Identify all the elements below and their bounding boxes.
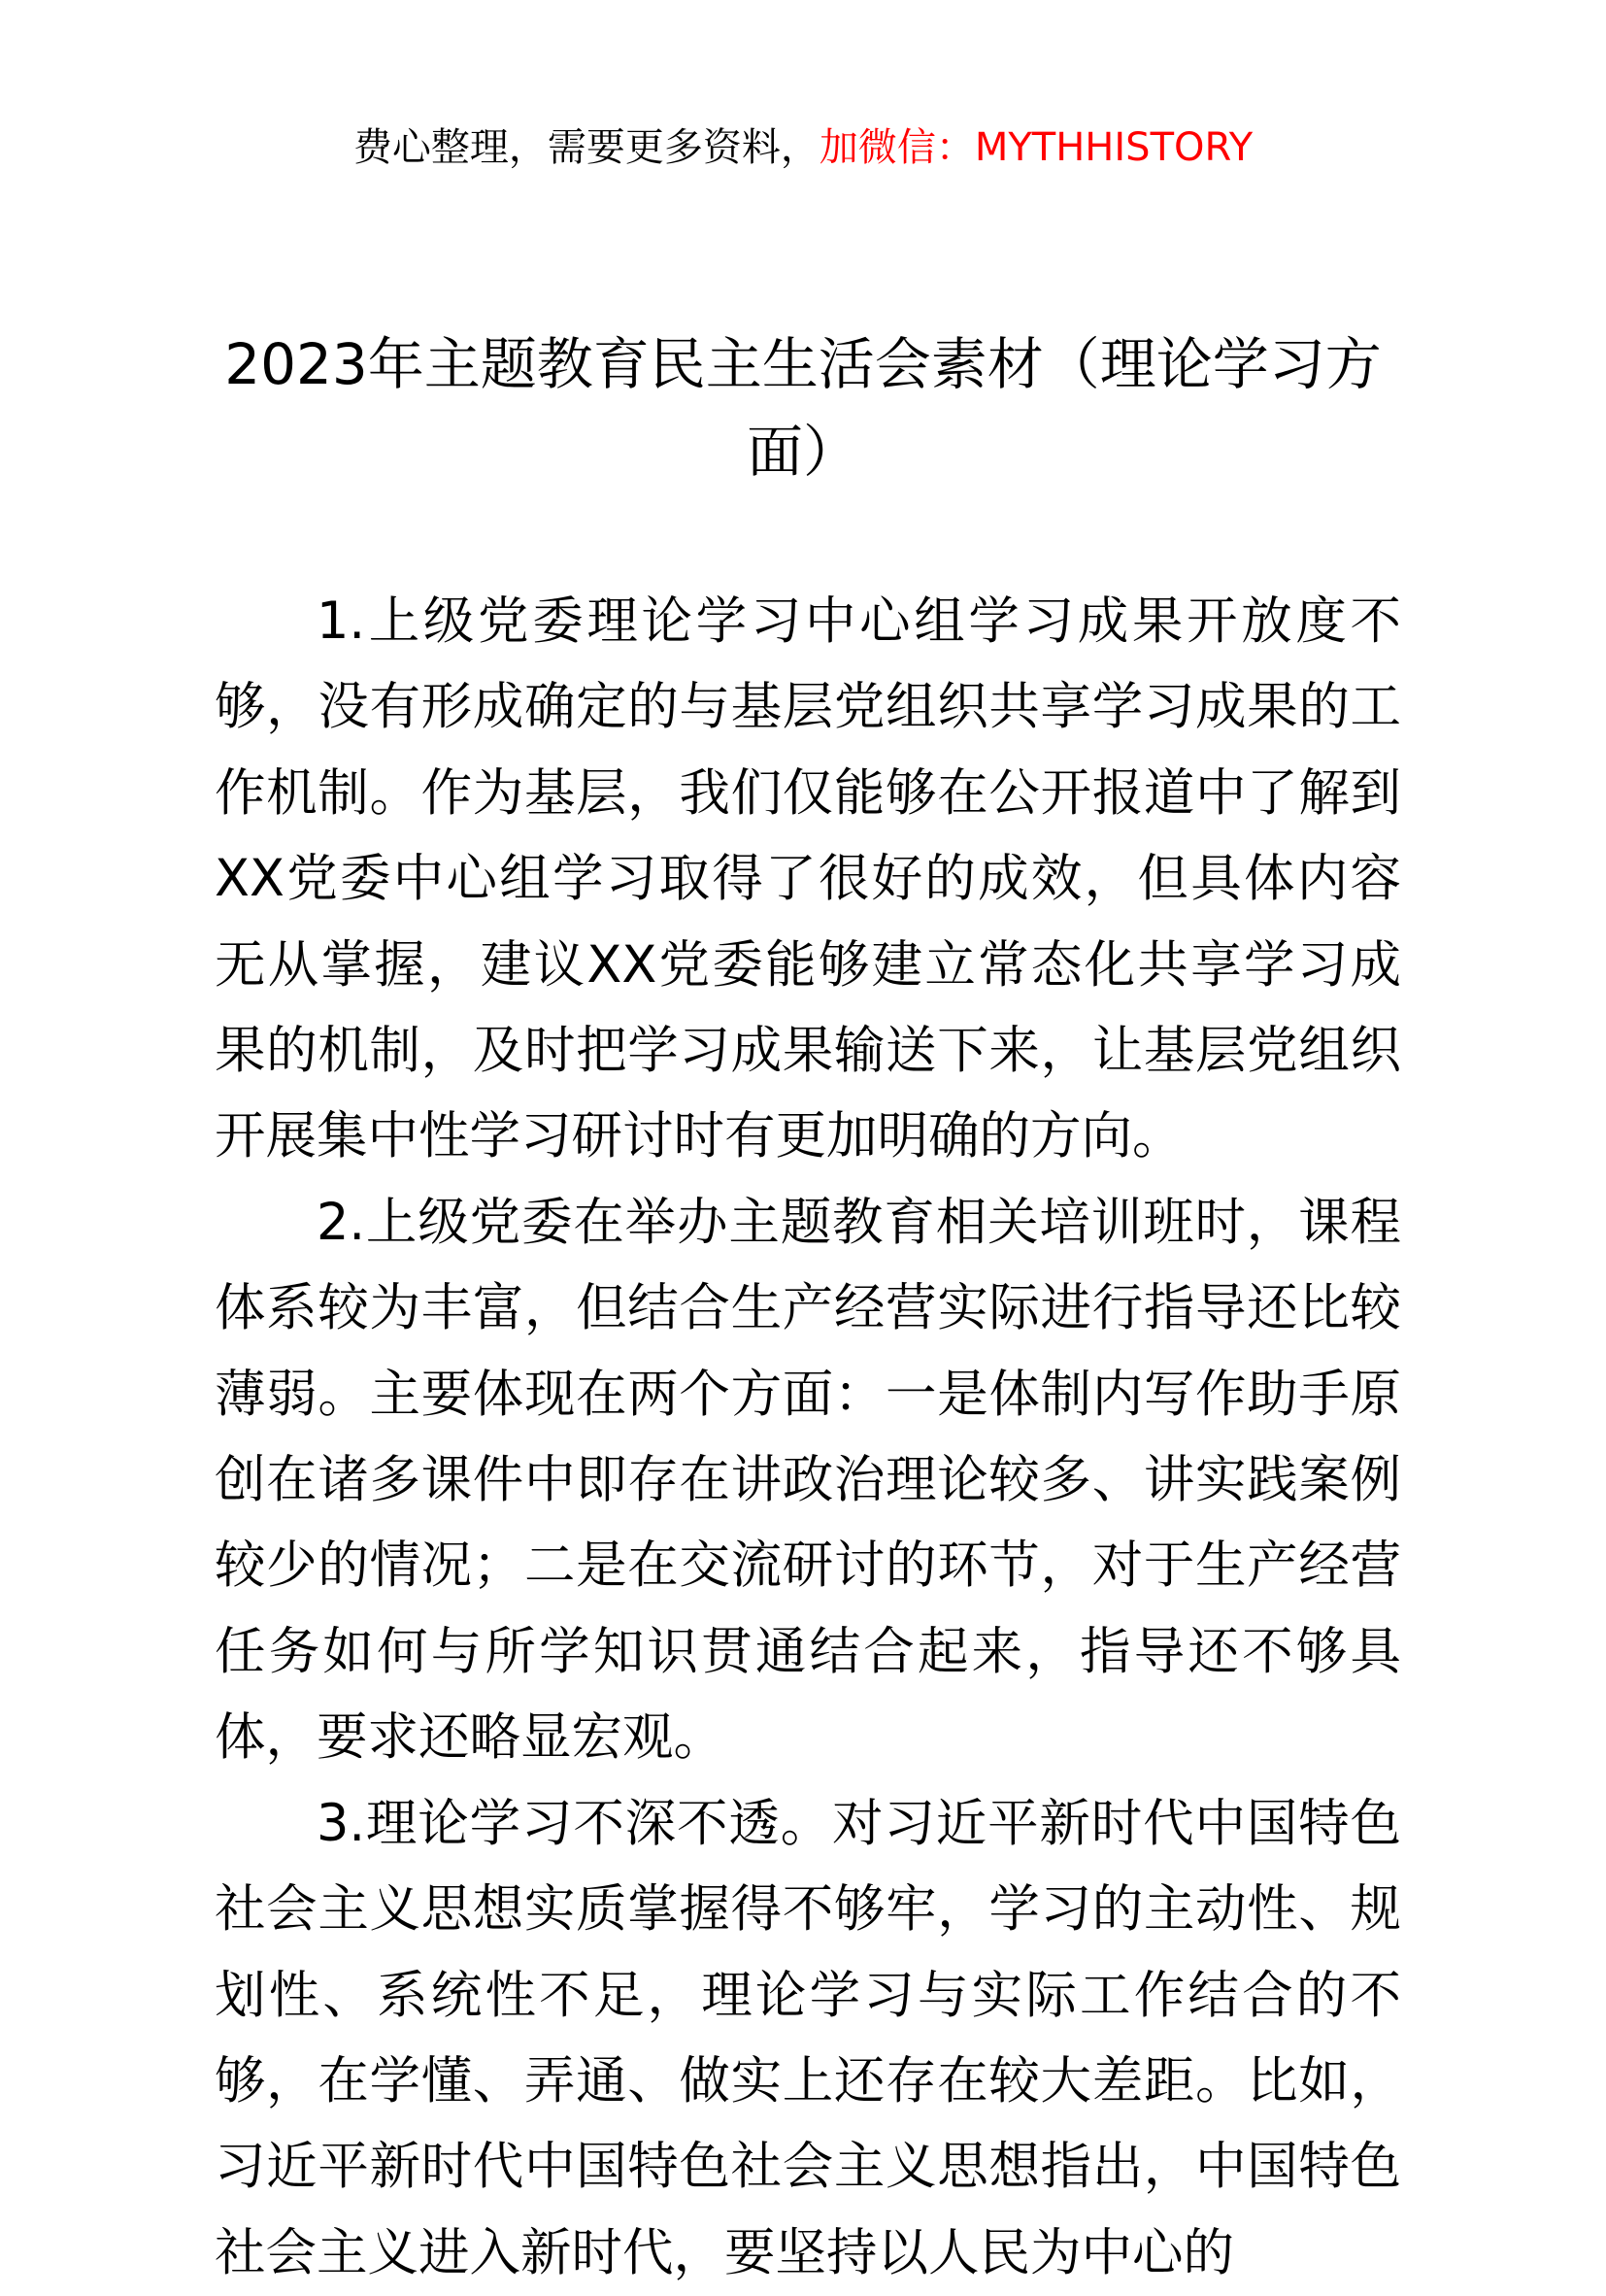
promo-contact: 加微信：MYTHHISTORY [819, 125, 1254, 170]
promo-header [0, 120, 1606, 175]
document-body [215, 579, 1401, 2296]
paragraph-1: 1.上级党委理论学习中心组学习成果开放度不够，没有形成确定的与基层党组织共享学习成果的工作机制。作为基层，我们仅能够在公开报道中了解到XX党委中心组学习取得了很好的成效，但具体内容无从掌握，建议XX党委能够建立常态化共享学习成果的机制，及时把学习成果输送下来，让基层党组织开展集中性学习研讨时有更加明确的方向。 [215, 591, 1401, 1166]
paragraph-2: 2.上级党委在举办主题教育相关培训班时，课程体系较为丰富，但结合生产经营实际进行指导还比较薄弱。主要体现在两个方面：一是体制内写作助手原创在诸多课件中即存在讲政治理论较多、讲实践案例较少的情况；二是在交流研讨的环节，对于生产经营任务如何与所学知识贯通结合起来，指导还不够具体，要求还略显宏观。 [215, 1192, 1401, 1768]
promo-notice: 费心整理，需要更多资料， [352, 125, 820, 170]
document-title: 2023年主题教育民主生活会素材（理论学习方面） [224, 331, 1382, 485]
paragraph-3: 3.理论学习不深不透。对习近平新时代中国特色社会主义思想实质掌握得不够牢，学习的主动性、规划性、系统性不足，理论学习与实际工作结合的不够，在学懂、弄通、做实上还存在较大差距。比如，习近平新时代中国特色社会主义思想指出，中国特色社会主义进入新时代，要坚持以人民为中心的 [215, 1793, 1401, 2282]
